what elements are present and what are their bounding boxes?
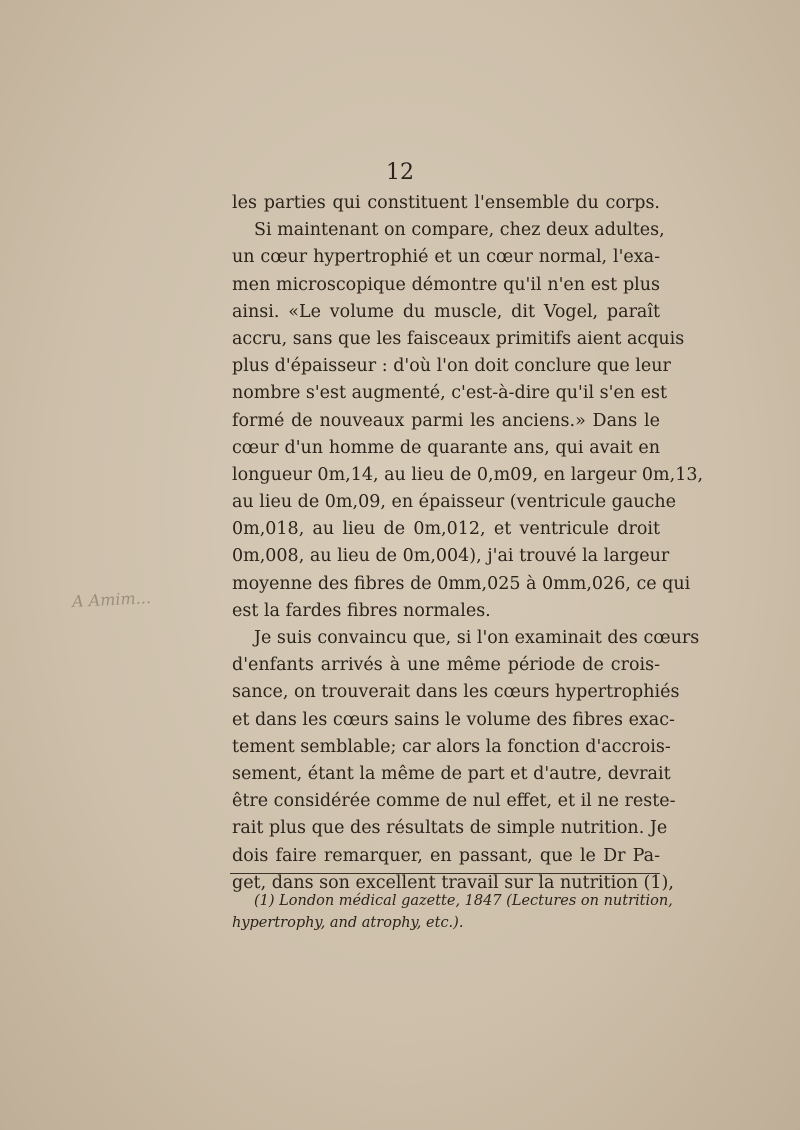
text-line: 0m,018, au lieu de 0m,012, et ventricule droit: [232, 519, 660, 540]
margin-handwritten-note: A Amim...: [71, 587, 152, 612]
text-line: être considérée comme de nul effet, et il ne reste-: [232, 791, 676, 812]
text-line: moyenne des fibres de 0mm,025 à 0mm,026, ce qui: [232, 573, 691, 594]
text-line: sance, on trouverait dans les cœurs hypertrophiés: [232, 682, 680, 703]
text-line: plus d'épaisseur : d'où l'on doit conclure que leur: [232, 356, 671, 377]
text-line: longueur 0m,14, au lieu de 0,m09, en largeur 0m,13,: [232, 464, 704, 485]
footnote-line: (1) London médical gazette, 1847 (Lectures on nutrition,: [254, 893, 673, 909]
text-line: d'enfants arrivés à une même période de crois-: [232, 655, 660, 676]
text-line: rait plus que des résultats de simple nutrition. Je: [232, 818, 668, 839]
text-line: 0m,008, au lieu de 0m,004), j'ai trouvé la largeur: [232, 546, 670, 567]
text-line: un cœur hypertrophié et un cœur normal, l'exa-: [232, 247, 660, 268]
text-line: formé de nouveaux parmi les anciens.» Dans le: [232, 410, 660, 431]
text-line: tement semblable; car alors la fonction d'accrois-: [232, 736, 671, 757]
text-line: ainsi. «Le volume du muscle, dit Vogel, paraît: [232, 301, 660, 322]
text-line: au lieu de 0m,09, en épaisseur (ventricule gauche: [232, 492, 677, 513]
text-line: dois faire remarquer, en passant, que le Dr Pa-: [232, 845, 660, 866]
footnote-rule: [230, 873, 660, 874]
footnote: [232, 890, 673, 934]
page-number: 12: [386, 160, 414, 185]
text-line: accru, sans que les faisceaux primitifs aient acquis: [232, 328, 685, 349]
text-line: les parties qui constituent l'ensemble du corps.: [232, 193, 660, 213]
footnote-line: hypertrophy, and atrophy, etc.).: [232, 915, 464, 931]
text-line: est la fardes fibres normales.: [232, 600, 491, 621]
text-line: sement, étant la même de part et d'autre, devrait: [232, 763, 671, 784]
text-line: Je suis convaincu que, si l'on examinait des cœurs: [254, 628, 700, 648]
body-text: [232, 190, 704, 897]
text-line: et dans les cœurs sains le volume des fibres exac-: [232, 709, 675, 730]
text-line: Si maintenant on compare, chez deux adultes,: [254, 220, 665, 241]
text-line: get, dans son excellent travail sur la nutrition (1),: [232, 872, 674, 893]
text-line: men microscopique démontre qu'il n'en est plus: [232, 274, 660, 295]
text-line: nombre s'est augmenté, c'est-à-dire qu'il s'en est: [232, 383, 667, 404]
text-line: cœur d'un homme de quarante ans, qui avait en: [232, 437, 660, 458]
